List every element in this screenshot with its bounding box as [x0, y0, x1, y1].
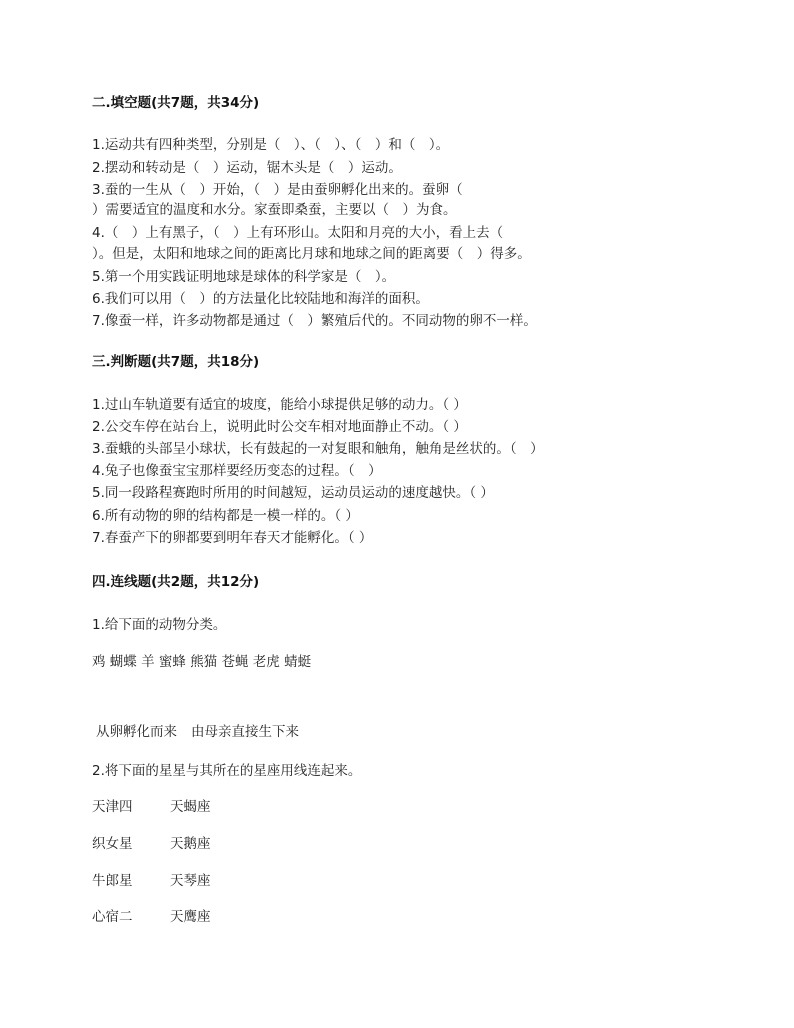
question-line: 2.公交车停在站台上，说明此时公交车相对地面静止不动。（ ） [92, 419, 467, 435]
constellation-name: 天蝎座 [170, 799, 211, 815]
animal-item: 熊猫 [190, 654, 218, 670]
question-line: 1.运动共有四种类型，分别是（ ）、（ ）、（ ）和（ ）。 [92, 137, 450, 153]
question-line: 6.我们可以用（ ）的方法量化比较陆地和海洋的面积。 [92, 291, 429, 307]
question-line: 3.蚕的一生从（ ）开始，（ ）是由蚕卵孵化出来的。蚕卵（ [92, 182, 463, 198]
question-line: ）。但是，太阳和地球之间的距离比月球和地球之间的距离要（ ）得多。 [92, 246, 531, 262]
animal-item: 蝴蝶 [109, 654, 137, 670]
star-name: 心宿二 [92, 909, 133, 925]
star-name: 天津四 [92, 799, 133, 815]
question-line: 7.像蚕一样，许多动物都是通过（ ）繁殖后代的。不同动物的卵不一样。 [92, 313, 537, 329]
animal-item: 苍蝇 [221, 654, 249, 670]
star-row [92, 798, 211, 816]
question-line: 4.（ ）上有黑子，（ ）上有环形山。太阳和月亮的大小，看上去（ [92, 225, 504, 241]
star-row [92, 872, 211, 890]
question-prompt: 1.给下面的动物分类。 [92, 617, 227, 633]
category-item: 从卵孵化而来 [96, 724, 177, 740]
constellation-name: 天鹰座 [170, 909, 211, 925]
question-line: 2.摆动和转动是（ ）运动，锯木头是（ ）运动。 [92, 160, 402, 176]
constellation-name: 天琴座 [170, 873, 211, 889]
section-heading-true-false: 三.判断题(共7题，共18分) [92, 354, 260, 370]
animal-list [92, 653, 311, 671]
star-row [92, 908, 211, 926]
section-heading-fill-blank: 二.填空题(共7题，共34分) [92, 95, 260, 111]
animal-item: 羊 [141, 654, 155, 670]
animal-item: 蜻蜓 [284, 654, 312, 670]
category-item: 由母亲直接生下来 [191, 724, 299, 740]
question-line: 3.蚕蛾的头部呈小球状，长有鼓起的一对复眼和触角，触角是丝状的。（ ） [92, 441, 544, 457]
question-line: 6.所有动物的卵的结构都是一模一样的。（ ） [92, 508, 359, 524]
star-name: 牛郎星 [92, 873, 133, 889]
question-line: ）需要适宜的温度和水分。家蚕即桑蚕，主要以（ ）为食。 [92, 202, 457, 218]
category-list [96, 723, 299, 741]
constellation-name: 天鹅座 [170, 836, 211, 852]
star-name: 织女星 [92, 836, 133, 852]
question-prompt: 2.将下面的星星与其所在的星座用线连起来。 [92, 763, 362, 779]
star-row [92, 835, 211, 853]
question-line: 4.兔子也像蚕宝宝那样要经历变态的过程。（ ） [92, 463, 382, 479]
question-line: 7.春蚕产下的卵都要到明年春天才能孵化。（ ） [92, 530, 373, 546]
animal-item: 蜜蜂 [158, 654, 186, 670]
section-heading-matching: 四.连线题(共2题，共12分) [92, 574, 260, 590]
question-line: 1.过山车轨道要有适宜的坡度，能给小球提供足够的动力。（ ） [92, 397, 467, 413]
question-line: 5.同一段路程赛跑时所用的时间越短，运动员运动的速度越快。（ ） [92, 485, 494, 501]
question-line: 5.第一个用实践证明地球是球体的科学家是（ ）。 [92, 269, 396, 285]
animal-item: 鸡 [92, 654, 106, 670]
animal-item: 老虎 [252, 654, 280, 670]
